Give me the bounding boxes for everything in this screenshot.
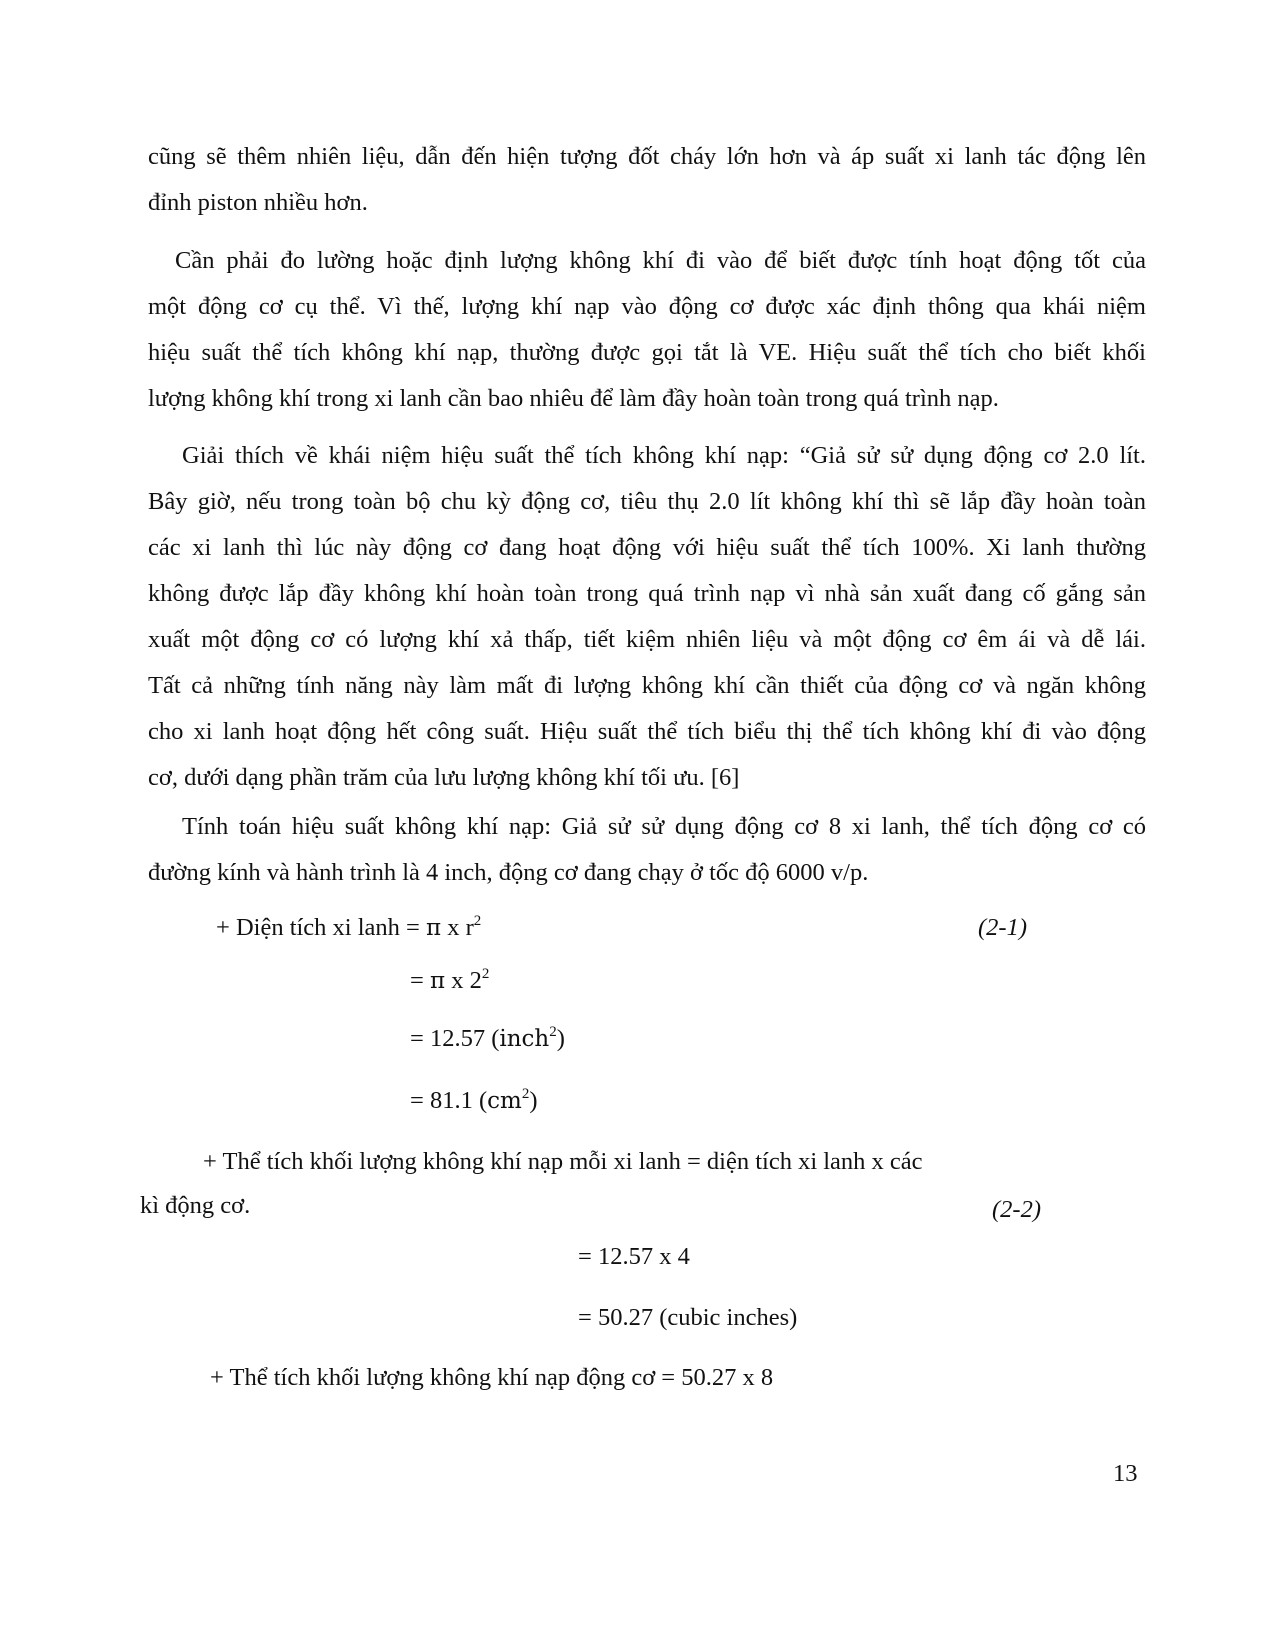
exponent: 2	[549, 1024, 557, 1040]
paragraph-air-measurement	[148, 238, 1146, 422]
equation-cylinder-volume: + Thể tích khối lượng không khí nạp mỗi xi lanh = diện tích xi lanh x các	[203, 1148, 923, 1175]
exponent: 2	[481, 966, 490, 982]
equation-step: = 50.27 (cubic inches)	[578, 1304, 798, 1331]
equation-step	[410, 1087, 537, 1115]
text-line: Tính toán hiệu suất không khí nạp: Giả sử sử dụng động cơ 8 xi lanh, thể tích động cơ có	[182, 813, 1146, 840]
exponent: 2	[473, 913, 482, 929]
equation-engine-volume: + Thể tích khối lượng không khí nạp động cơ = 50.27 x 8	[210, 1364, 774, 1391]
equation-number: (2-1)	[978, 914, 1027, 941]
text-line: cũng sẽ thêm nhiên liệu, dẫn đến hiện tượng đốt cháy lớn hơn và áp suất xi lanh tác động lên	[148, 143, 1146, 170]
paragraph-ve-explanation	[148, 433, 1146, 801]
text-line: Bây giờ, nếu trong toàn bộ chu kỳ động cơ, tiêu thụ 2.0 lít không khí thì sẽ lắp đầy hoàn toàn	[148, 488, 1146, 515]
equation-step: = 12.57 x 4	[578, 1243, 690, 1270]
equation-label: + Diện tích xi lanh =	[216, 914, 426, 941]
page-number: 13	[1113, 1460, 1138, 1487]
equation-step	[410, 1025, 565, 1053]
text-line: một động cơ cụ thể. Vì thế, lượng khí nạp vào động cơ được xác định thông qua khái niệm	[148, 293, 1146, 320]
equation-value: = 81.1 (	[410, 1087, 488, 1114]
equals-sign: =	[410, 967, 430, 994]
equation-term: x r	[441, 914, 474, 941]
closing-paren: )	[556, 1025, 565, 1052]
text-line: đường kính và hành trình là 4 inch, động cơ đang chạy ở tốc độ 6000 v/p.	[148, 859, 869, 886]
exponent: 2	[521, 1086, 530, 1102]
closing-paren: )	[529, 1087, 538, 1114]
text-line: hiệu suất thể tích không khí nạp, thường được gọi tắt là VE. Hiệu suất thể tích cho biết khối	[148, 339, 1146, 366]
equation-value: = 12.57 (	[410, 1025, 500, 1052]
equation-term: x 2	[445, 967, 482, 994]
text-line: không được lắp đầy không khí hoàn toàn trong quá trình nạp vì nhà sản xuất đang cố gắng sản	[148, 580, 1146, 607]
paragraph-calculation-intro	[148, 804, 1146, 896]
text-line: các xi lanh thì lúc này động cơ đang hoạt động với hiệu suất thể tích 100%. Xi lanh thường	[148, 534, 1146, 561]
unit: inch	[499, 1026, 550, 1052]
text-line: đỉnh piston nhiều hơn.	[148, 189, 368, 216]
text-line: lượng không khí trong xi lanh cần bao nhiêu để làm đầy hoàn toàn trong quá trình nạp.	[148, 385, 999, 412]
text-line: Cần phải đo lường hoặc định lượng không khí đi vào để biết được tính hoạt động tốt của	[175, 247, 1146, 274]
equation-step	[410, 967, 489, 995]
text-line: cho xi lanh hoạt động hết công suất. Hiệu suất thể tích biểu thị thể tích không khí đi vào động	[148, 718, 1146, 745]
pi-symbol: π	[429, 968, 446, 994]
unit: cm	[487, 1088, 522, 1114]
text-line: Tất cả những tính năng này làm mất đi lượng không khí cần thiết của động cơ và ngăn không	[148, 672, 1146, 699]
equation-cylinder-area	[216, 914, 481, 942]
equation-continuation: kì động cơ.	[140, 1192, 251, 1219]
paragraph-intro	[148, 134, 1146, 226]
text-line: cơ, dưới dạng phần trăm của lưu lượng không khí tối ưu. [6]	[148, 764, 740, 791]
text-line: xuất một động cơ có lượng khí xả thấp, tiết kiệm nhiên liệu và một động cơ êm ái và dễ lái.	[148, 626, 1146, 653]
equation-number: (2-2)	[992, 1196, 1041, 1223]
pi-symbol: π	[426, 915, 442, 941]
text-line: Giải thích về khái niệm hiệu suất thể tích không khí nạp: “Giả sử sử dụng động cơ 2.0 lít.	[182, 442, 1146, 469]
